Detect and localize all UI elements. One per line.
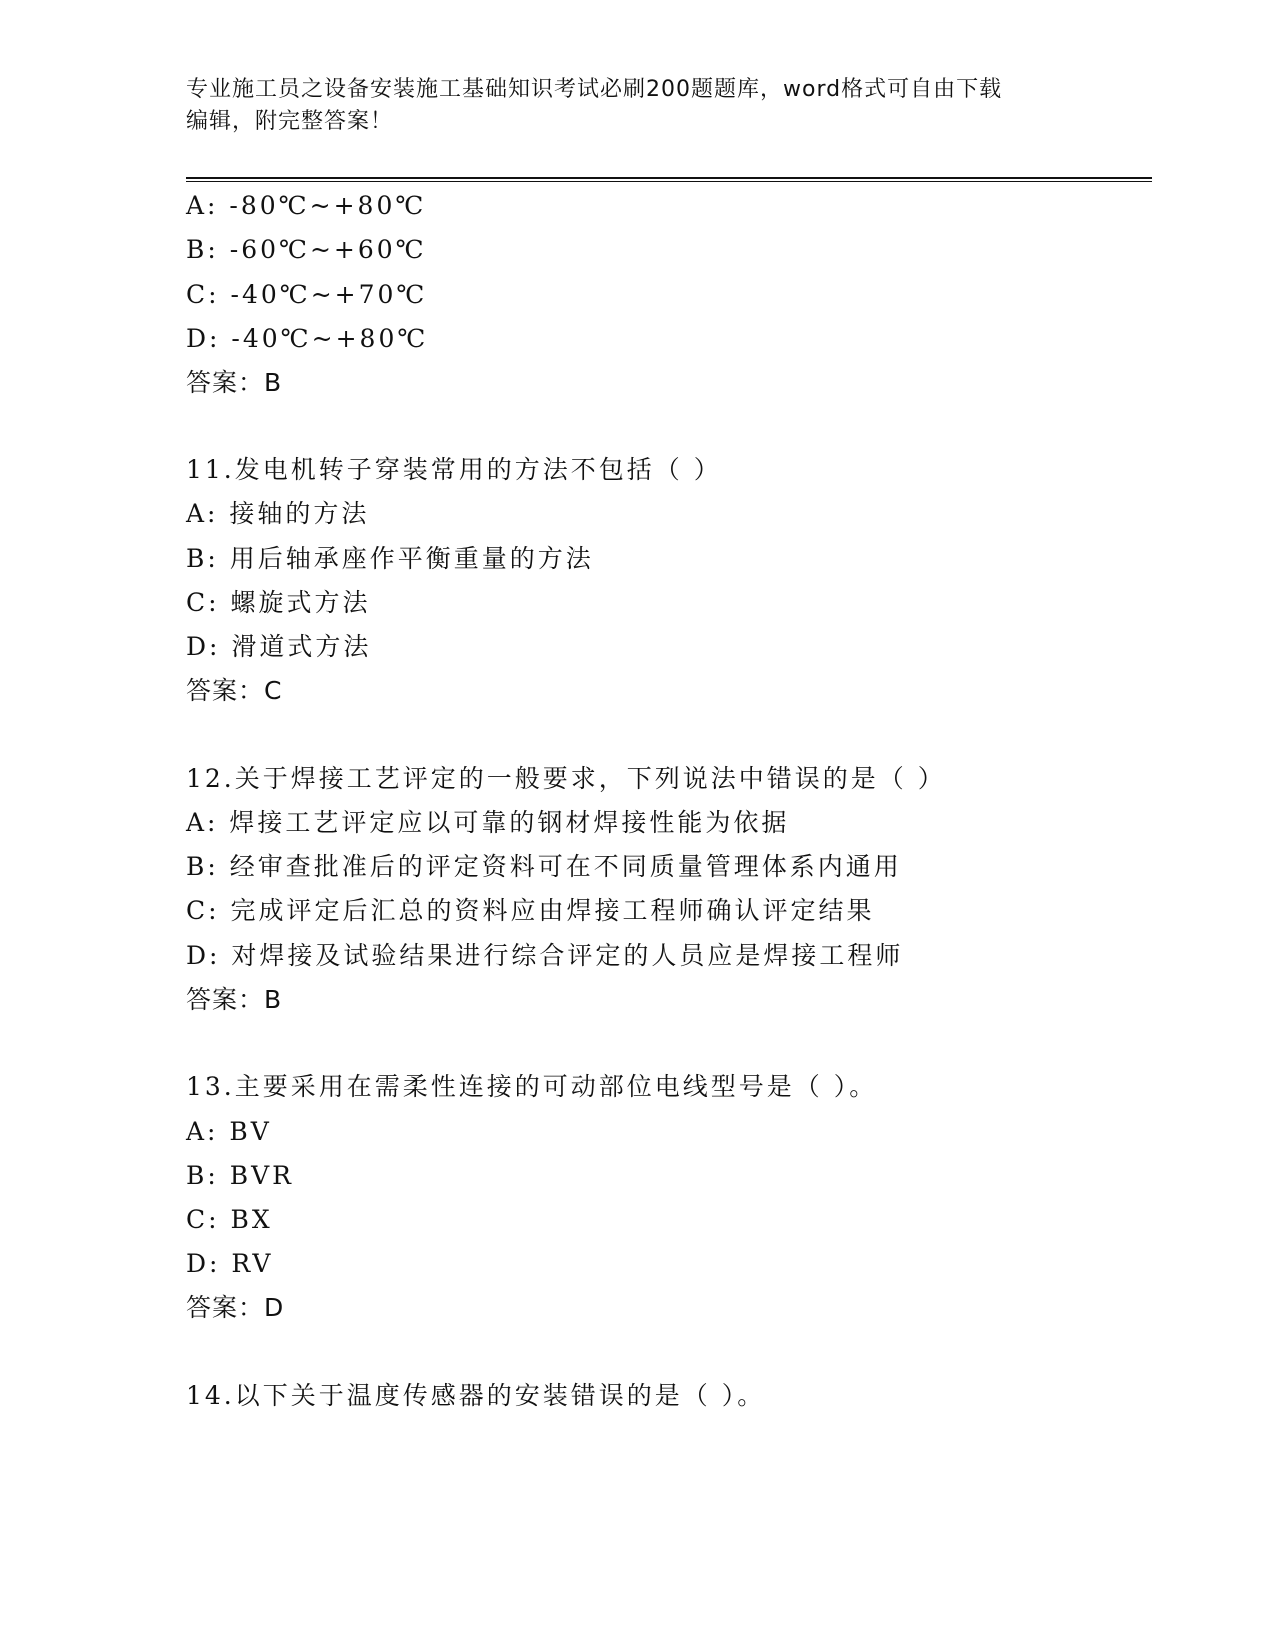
q10-option-a: A: -80℃~+80℃ <box>186 191 427 220</box>
q13-option-d: D: RV <box>186 1249 274 1278</box>
q10-option-c: C: -40℃~+70℃ <box>186 280 428 309</box>
header-title-line-2: 编辑，附完整答案！ <box>186 109 394 134</box>
q11-option-a: A: 接轴的方法 <box>186 499 370 528</box>
q12-option-b: B: 经审查批准后的评定资料可在不同质量管理体系内通用 <box>186 852 902 881</box>
q12-option-d: D: 对焊接及试验结果进行综合评定的人员应是焊接工程师 <box>186 941 904 970</box>
header-rule-thin <box>186 181 1152 182</box>
q12-option-c: C: 完成评定后汇总的资料应由焊接工程师确认评定结果 <box>186 896 875 925</box>
q11-question: 11.发电机转子穿装常用的方法不包括（ ） <box>186 455 722 484</box>
q10-option-d: D: -40℃~+80℃ <box>186 324 429 353</box>
q11-option-b: B: 用后轴承座作平衡重量的方法 <box>186 544 594 573</box>
q14-question: 14.以下关于温度传感器的安装错误的是（ ）。 <box>186 1381 766 1410</box>
q12-option-a: A: 焊接工艺评定应以可靠的钢材焊接性能为依据 <box>186 808 790 837</box>
q13-option-c: C: BX <box>186 1205 273 1234</box>
header-title-line-1: 专业施工员之设备安装施工基础知识考试必刷200题题库，word格式可自由下载 <box>186 77 1003 102</box>
q11-answer: 答案：C <box>186 676 283 705</box>
q12-answer: 答案：B <box>186 985 283 1014</box>
q13-option-a: A: BV <box>186 1117 272 1146</box>
q11-option-d: D: 滑道式方法 <box>186 632 372 661</box>
q13-option-b: B: BVR <box>186 1161 294 1190</box>
q12-question: 12.关于焊接工艺评定的一般要求，下列说法中错误的是（ ） <box>186 764 946 793</box>
q10-option-b: B: -60℃~+60℃ <box>186 235 427 264</box>
header-rule-thick <box>186 177 1152 179</box>
q13-question: 13.主要采用在需柔性连接的可动部位电线型号是（ ）。 <box>186 1072 878 1101</box>
document-header <box>186 74 1066 138</box>
q13-answer: 答案：D <box>186 1293 285 1322</box>
q11-option-c: C: 螺旋式方法 <box>186 588 371 617</box>
q10-answer: 答案：B <box>186 368 283 397</box>
